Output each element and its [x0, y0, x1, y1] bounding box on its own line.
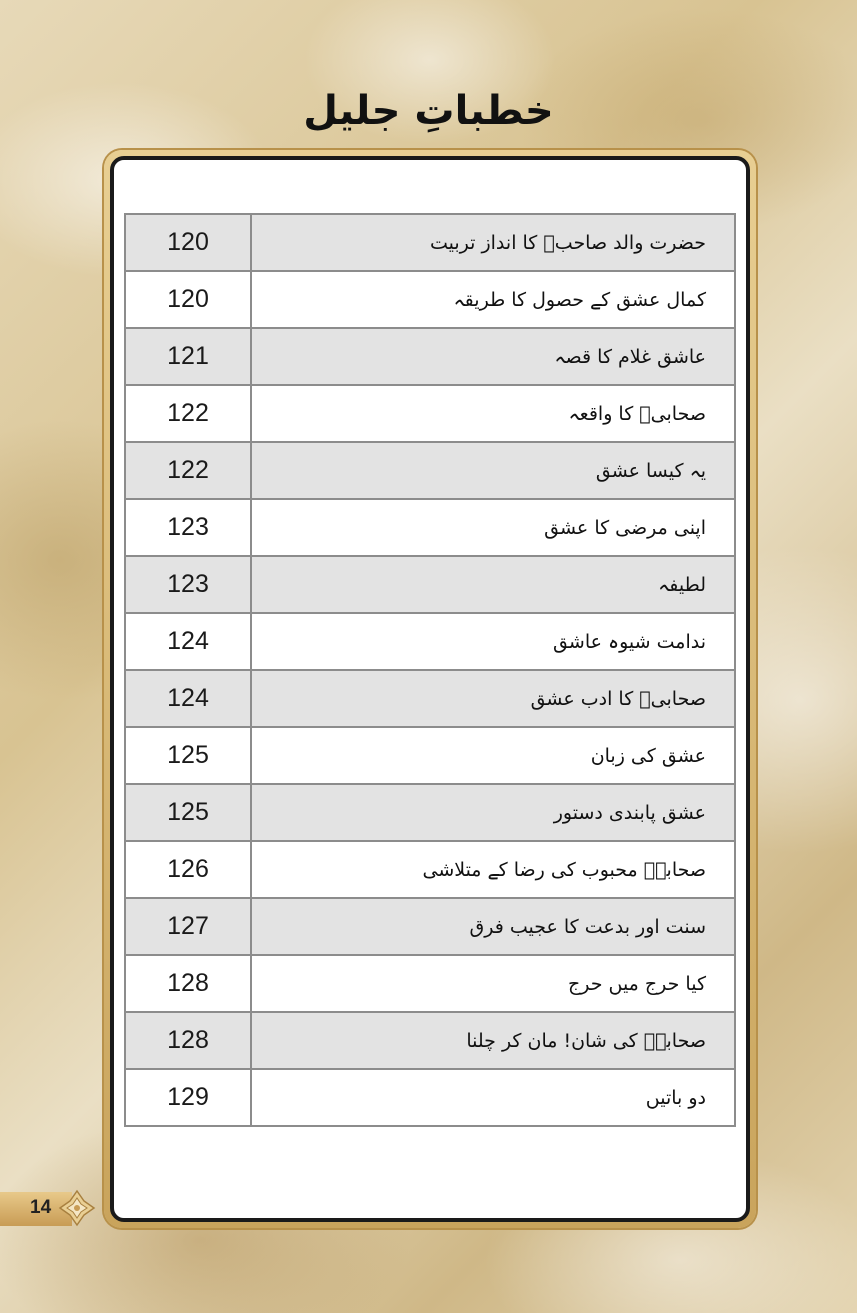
toc-entry-title: صحابہؓ محبوب کی رضا کے متلاشی: [251, 841, 735, 898]
table-row: [125, 499, 735, 556]
toc-page-number: 127: [125, 898, 251, 955]
toc-page-number: 126: [125, 841, 251, 898]
toc-page-number: 121: [125, 328, 251, 385]
table-row: [125, 385, 735, 442]
toc-entry-title: یہ کیسا عشق: [251, 442, 735, 499]
toc-page-number: 128: [125, 955, 251, 1012]
table-row: [125, 670, 735, 727]
toc-page-number: 122: [125, 385, 251, 442]
toc-entry-title: صحابیؓ کا واقعہ: [251, 385, 735, 442]
ornament-icon: [58, 1189, 96, 1227]
table-row: [125, 214, 735, 271]
toc-entry-title: حضرت والد صاحبؒ کا انداز تربیت: [251, 214, 735, 271]
toc-entry-title: عشق پابندی دستور: [251, 784, 735, 841]
page-title: خطباتِ جلیل: [303, 88, 554, 134]
toc-entry-title: دو باتیں: [251, 1069, 735, 1126]
toc-entry-title: سنت اور بدعت کا عجیب فرق: [251, 898, 735, 955]
toc-entry-title: ندامت شیوہ عاشق: [251, 613, 735, 670]
toc-page-number: 120: [125, 271, 251, 328]
table-row: [125, 841, 735, 898]
toc-entry-title: صحابیؓ کا ادب عشق: [251, 670, 735, 727]
toc-entry-title: صحابہؓ کی شان! مان کر چلنا: [251, 1012, 735, 1069]
toc-page-number: 128: [125, 1012, 251, 1069]
toc-entry-title: کیا حرج میں حرج: [251, 955, 735, 1012]
table-row: [125, 1012, 735, 1069]
table-row: [125, 784, 735, 841]
table-row: [125, 1069, 735, 1126]
table-row: [125, 955, 735, 1012]
toc-entry-title: عشق کی زبان: [251, 727, 735, 784]
toc-page-number: 124: [125, 613, 251, 670]
toc-entry-title: عاشق غلام کا قصہ: [251, 328, 735, 385]
toc-page-number: 129: [125, 1069, 251, 1126]
page-number-tab: [0, 1188, 102, 1230]
table-row: [125, 727, 735, 784]
table-of-contents: [124, 213, 736, 1127]
toc-page-number: 125: [125, 727, 251, 784]
table-row: [125, 613, 735, 670]
toc-entry-title: کمال عشق کے حصول کا طریقہ: [251, 271, 735, 328]
page-number: 14: [30, 1197, 52, 1218]
toc-entry-title: لطیفہ: [251, 556, 735, 613]
toc-page-number: 125: [125, 784, 251, 841]
table-row: [125, 271, 735, 328]
toc-page-number: 123: [125, 556, 251, 613]
toc-page-number: 120: [125, 214, 251, 271]
toc-page-number: 122: [125, 442, 251, 499]
toc-page-number: 123: [125, 499, 251, 556]
table-row: [125, 898, 735, 955]
table-row: [125, 328, 735, 385]
toc-entry-title: اپنی مرضی کا عشق: [251, 499, 735, 556]
toc-page-number: 124: [125, 670, 251, 727]
table-row: [125, 442, 735, 499]
table-row: [125, 556, 735, 613]
